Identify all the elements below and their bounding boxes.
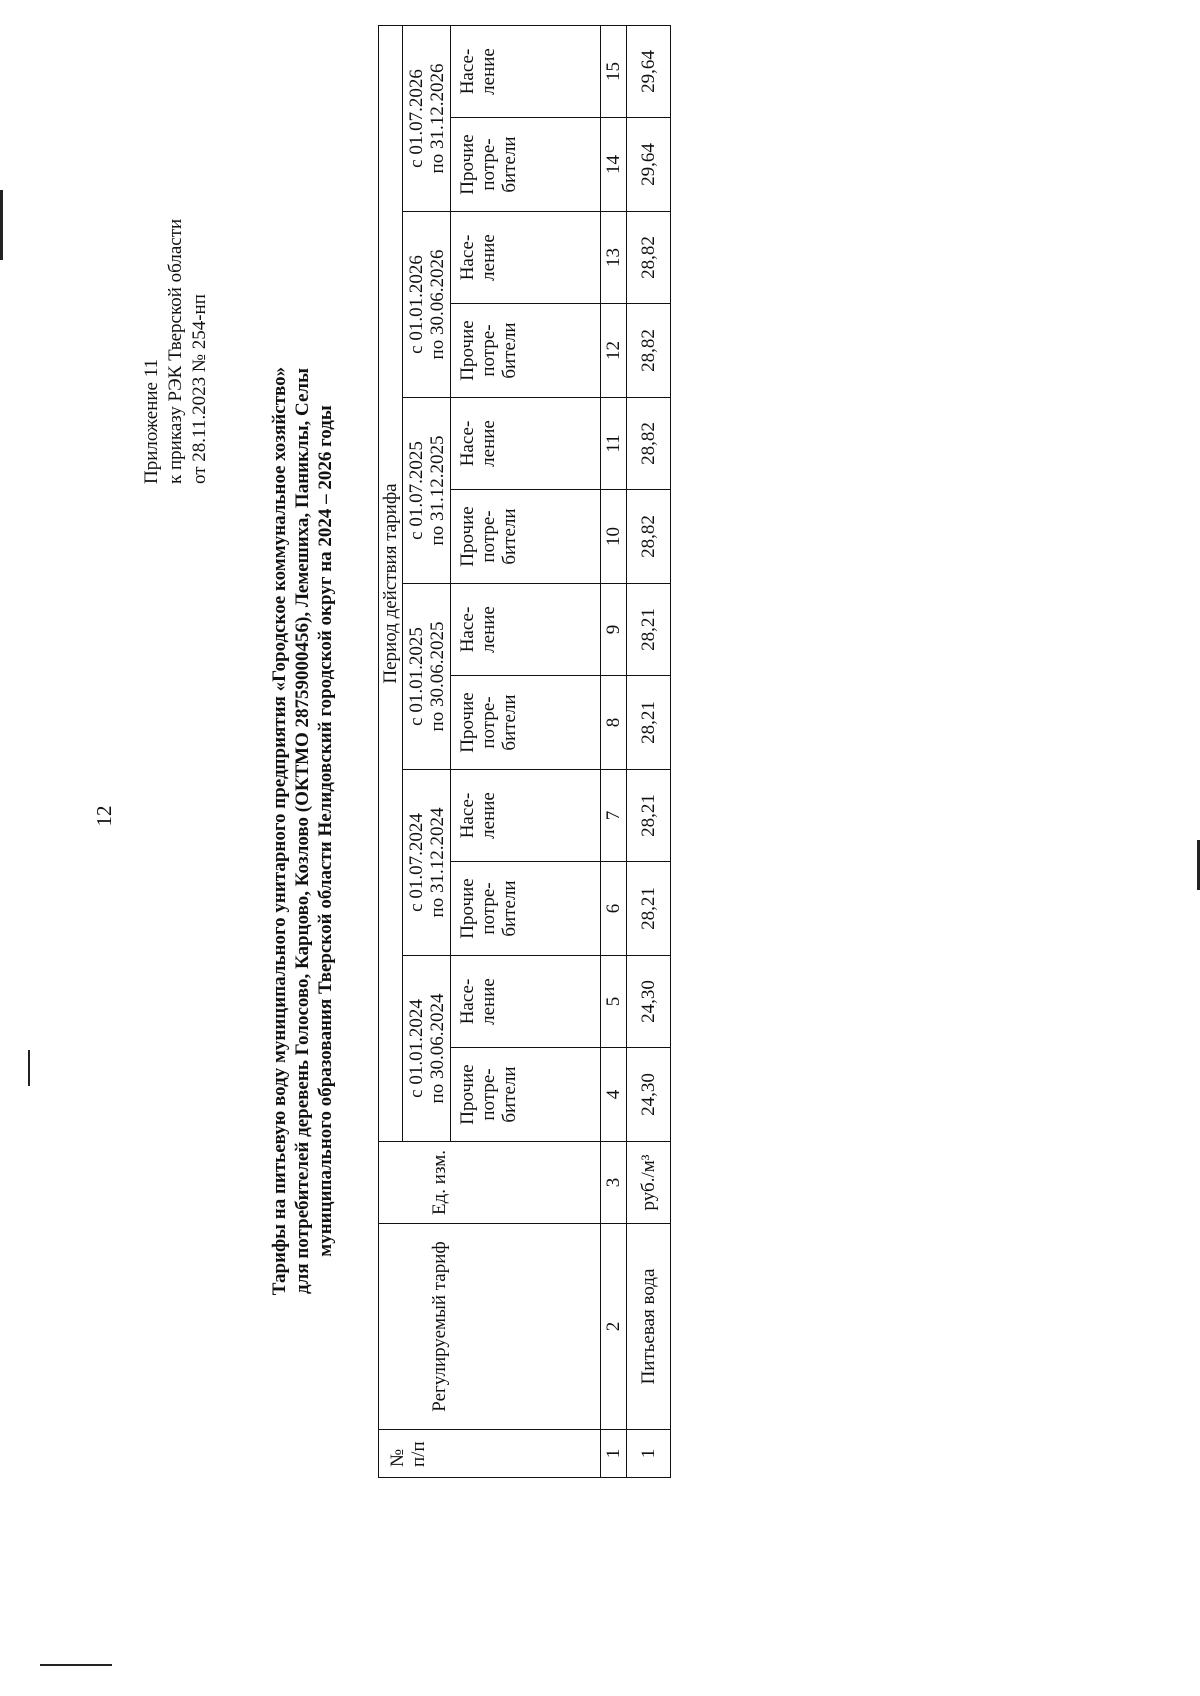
header-population: Насе- ление: [451, 956, 601, 1048]
appendix-line-2: к приказу РЭК Тверской области: [165, 218, 186, 484]
document-title: [268, 166, 337, 1496]
header-tariff: Регулируемый тариф: [379, 1224, 601, 1430]
column-number: 12: [601, 304, 627, 398]
header-other: Прочие потре- бители: [451, 862, 601, 956]
header-other: Прочие потре- бители: [451, 676, 601, 770]
price-cell: 28,82: [627, 490, 671, 584]
header-unit: Ед. изм.: [379, 1142, 601, 1224]
column-number: 6: [601, 862, 627, 956]
price-cell: 28,82: [627, 212, 671, 304]
column-number: 3: [601, 1142, 627, 1224]
header-other: Прочие потре- бители: [451, 118, 601, 212]
scan-mark: [28, 1050, 30, 1086]
header-population: Насе- ление: [451, 26, 601, 118]
column-number: 9: [601, 584, 627, 676]
column-number-row: [601, 26, 627, 1478]
title-line-2: для потребителей деревень Голосово, Карцово, Козлово (ОКТМО 28759000456), Лемешиха, Паниклы, Селы: [292, 368, 313, 1294]
column-number: 8: [601, 676, 627, 770]
column-number: 10: [601, 490, 627, 584]
price-cell: 28,21: [627, 770, 671, 862]
column-number: 13: [601, 212, 627, 304]
header-period-2: с 01.07.2024 по 31.12.2024: [403, 770, 451, 956]
header-period-1: с 01.01.2024 по 30.06.2024: [403, 956, 451, 1142]
header-population: Насе- ление: [451, 584, 601, 676]
title-line-1: Тарифы на питьевую воду муниципального унитарного предприятия «Городское коммунальное хозяйство»: [269, 366, 290, 1296]
scan-mark: [40, 1664, 112, 1666]
header-num: № п/п: [379, 1430, 601, 1478]
price-cell: 24,30: [627, 1048, 671, 1142]
column-number: 2: [601, 1224, 627, 1430]
row-num: 1: [627, 1430, 671, 1478]
appendix-reference: [140, 64, 212, 484]
column-number: 1: [601, 1430, 627, 1478]
header-other: Прочие потре- бители: [451, 1048, 601, 1142]
price-cell: 28,21: [627, 676, 671, 770]
header-population: Насе- ление: [451, 398, 601, 490]
column-number: 5: [601, 956, 627, 1048]
header-period-6: с 01.07.2026 по 31.12.2026: [403, 26, 451, 212]
table-row: [627, 26, 671, 1478]
column-number: 7: [601, 770, 627, 862]
column-number: 15: [601, 26, 627, 118]
column-number: 11: [601, 398, 627, 490]
price-cell: 24,30: [627, 956, 671, 1048]
price-cell: 28,82: [627, 398, 671, 490]
header-period-5: с 01.01.2026 по 30.06.2026: [403, 212, 451, 398]
price-cell: 28,21: [627, 862, 671, 956]
scan-mark: [0, 190, 3, 260]
header-period-3: с 01.01.2025 по 30.06.2025: [403, 584, 451, 770]
header-population: Насе- ление: [451, 770, 601, 862]
page-number: 12: [92, 805, 116, 827]
price-cell: 29,64: [627, 26, 671, 118]
title-line-3: муниципального образования Тверской области Нелидовский городской округ на 2024 – 2026 годы: [315, 405, 336, 1257]
header-other: Прочие потре- бители: [451, 304, 601, 398]
tariff-table: [378, 25, 671, 1478]
column-number: 14: [601, 118, 627, 212]
row-tariff: Питьевая вода: [627, 1224, 671, 1430]
header-other: Прочие потре- бители: [451, 490, 601, 584]
appendix-line-1: Приложение 11: [141, 358, 162, 484]
price-cell: 29,64: [627, 118, 671, 212]
price-cell: 28,82: [627, 304, 671, 398]
header-period: Период действия тарифа: [379, 26, 403, 1142]
row-unit: руб./м³: [627, 1142, 671, 1224]
header-period-4: с 01.07.2025 по 31.12.2025: [403, 398, 451, 584]
column-number: 4: [601, 1048, 627, 1142]
header-population: Насе- ление: [451, 212, 601, 304]
price-cell: 28,21: [627, 584, 671, 676]
appendix-line-3: от 28.11.2023 № 254-нп: [189, 294, 210, 484]
